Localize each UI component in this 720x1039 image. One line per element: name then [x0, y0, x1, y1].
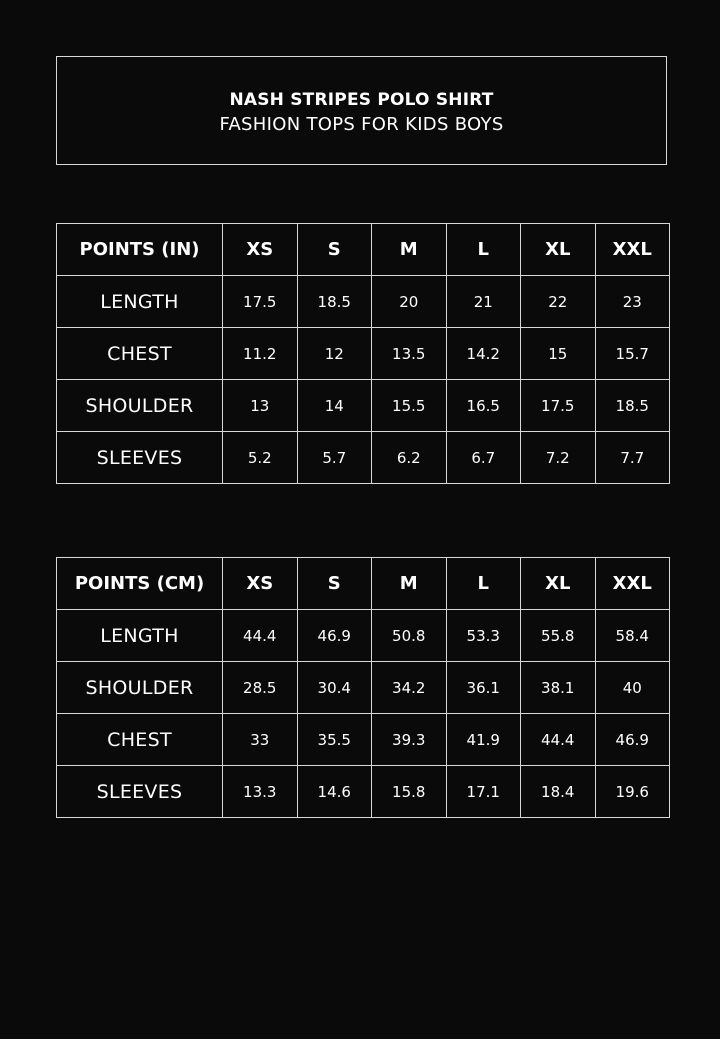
row-label: SHOULDER: [57, 662, 223, 714]
table-cell: 7.2: [521, 432, 596, 484]
header-size-m: M: [372, 224, 447, 276]
table-cell: 22: [521, 276, 596, 328]
table-cell: 21: [446, 276, 521, 328]
header-size-l: L: [446, 558, 521, 610]
header-size-xl: XL: [521, 558, 596, 610]
table-row: [57, 714, 670, 766]
table-cell: 15.5: [372, 380, 447, 432]
header-size-m: M: [372, 558, 447, 610]
table-cell: 13.3: [223, 766, 298, 818]
table-cell: 14.6: [297, 766, 372, 818]
table-cell: 46.9: [297, 610, 372, 662]
header-size-xxl: XXL: [595, 558, 670, 610]
size-table-centimeters: [56, 557, 670, 818]
table-cell: 17.5: [521, 380, 596, 432]
table-cell: 40: [595, 662, 670, 714]
header-size-xs: XS: [223, 558, 298, 610]
table-cell: 5.7: [297, 432, 372, 484]
table-cell: 30.4: [297, 662, 372, 714]
table-cell: 35.5: [297, 714, 372, 766]
table-row: [57, 328, 670, 380]
table-cell: 38.1: [521, 662, 596, 714]
table-cell: 18.5: [297, 276, 372, 328]
table-cell: 15: [521, 328, 596, 380]
table-row: [57, 276, 670, 328]
table-cell: 15.8: [372, 766, 447, 818]
table-cell: 18.4: [521, 766, 596, 818]
size-table-inches: [56, 223, 670, 484]
table-cell: 15.7: [595, 328, 670, 380]
table-cell: 53.3: [446, 610, 521, 662]
table-cell: 20: [372, 276, 447, 328]
table-cell: 39.3: [372, 714, 447, 766]
table-cell: 44.4: [223, 610, 298, 662]
table-cell: 55.8: [521, 610, 596, 662]
table-header-row: [57, 224, 670, 276]
product-subtitle: FASHION TOPS FOR KIDS BOYS: [219, 114, 504, 135]
table-cell: 6.2: [372, 432, 447, 484]
header-size-xs: XS: [223, 224, 298, 276]
table-row: [57, 432, 670, 484]
table-cell: 34.2: [372, 662, 447, 714]
header-size-s: S: [297, 558, 372, 610]
table-cell: 16.5: [446, 380, 521, 432]
table-cell: 12: [297, 328, 372, 380]
header-points: POINTS (IN): [57, 224, 223, 276]
header-size-xl: XL: [521, 224, 596, 276]
row-label: LENGTH: [57, 610, 223, 662]
table-cell: 11.2: [223, 328, 298, 380]
table-row: [57, 662, 670, 714]
table-cell: 58.4: [595, 610, 670, 662]
table-cell: 46.9: [595, 714, 670, 766]
row-label: SHOULDER: [57, 380, 223, 432]
table-cell: 7.7: [595, 432, 670, 484]
row-label: SLEEVES: [57, 432, 223, 484]
table-cell: 14: [297, 380, 372, 432]
table-cell: 13.5: [372, 328, 447, 380]
table-cell: 17.1: [446, 766, 521, 818]
table-cell: 19.6: [595, 766, 670, 818]
table-row: [57, 766, 670, 818]
table-cell: 41.9: [446, 714, 521, 766]
table-row: [57, 380, 670, 432]
table-cell: 23: [595, 276, 670, 328]
table-cell: 18.5: [595, 380, 670, 432]
title-box: [56, 56, 667, 165]
table-cell: 50.8: [372, 610, 447, 662]
table-cell: 6.7: [446, 432, 521, 484]
header-size-l: L: [446, 224, 521, 276]
product-title: NASH STRIPES POLO SHIRT: [229, 90, 494, 110]
table-cell: 17.5: [223, 276, 298, 328]
table-cell: 14.2: [446, 328, 521, 380]
table-cell: 44.4: [521, 714, 596, 766]
table-cell: 13: [223, 380, 298, 432]
table-cell: 33: [223, 714, 298, 766]
row-label: CHEST: [57, 714, 223, 766]
row-label: SLEEVES: [57, 766, 223, 818]
table-cell: 36.1: [446, 662, 521, 714]
table-cell: 5.2: [223, 432, 298, 484]
table-row: [57, 610, 670, 662]
header-points: POINTS (CM): [57, 558, 223, 610]
row-label: CHEST: [57, 328, 223, 380]
table-header-row: [57, 558, 670, 610]
header-size-s: S: [297, 224, 372, 276]
row-label: LENGTH: [57, 276, 223, 328]
table-cell: 28.5: [223, 662, 298, 714]
header-size-xxl: XXL: [595, 224, 670, 276]
